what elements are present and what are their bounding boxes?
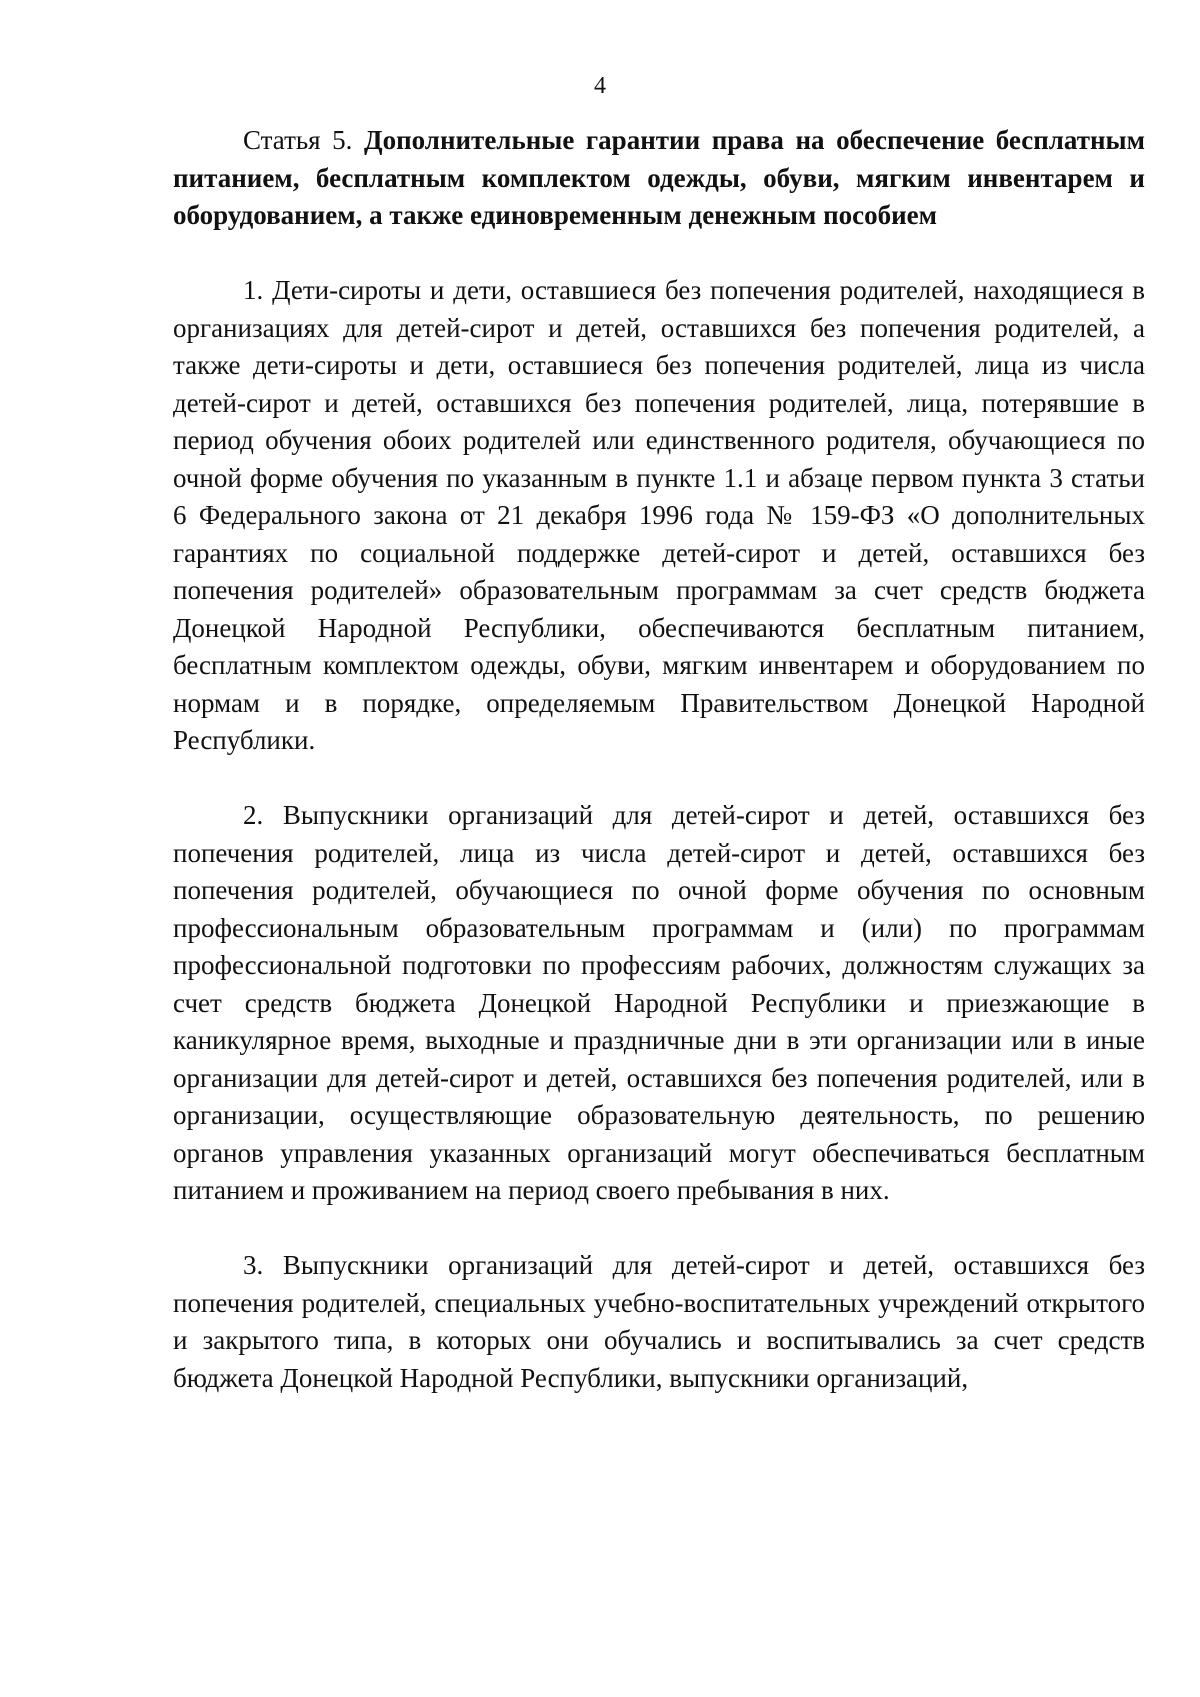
article-title: Дополнительные гарантии права на обеспечение бесплатным питанием, бесплатным комплектом одежды, обуви, мягким инвентарем и оборудованием, а также единовременным денежным пособием [173,125,1146,230]
paragraph-3: 3. Выпускники организаций для детей-сирот и детей, оставшихся без попечения родителей, специальных учебно-воспитательных учреждений открытого и закрытого типа, в которых они обучались и воспитывались за счет средств бюджета Донецкой Народной Республики, выпускники организаций, [173,1250,1145,1393]
paragraph-2: 2. Выпускники организаций для детей-сирот и детей, оставшихся без попечения родителей, лица из числа детей-сирот и детей, оставшихся без попечения родителей, обучающиеся по очной форме обучения по основным профессиональным образовательным программам и (или) по программам профессиональной подготовки по профессиям рабочих, должностям служащих за счет средств бюджета Донецкой Народной Республики и приезжающие в каникулярное время, выходные и праздничные дни в эти организации или в иные организации для детей-сирот и детей, оставшихся без попечения родителей, или в организации, осуществляющие образовательную деятельность, по решению органов управления указанных организаций могут обеспечиваться бесплатным питанием и проживанием на период своего пребывания в них. [173,800,1145,1205]
article-label: Статья 5. [243,125,353,155]
paragraph-1: 1. Дети-сироты и дети, оставшиеся без попечения родителей, находящиеся в организациях для детей-сирот и детей, оставшихся без попечения родителей, а также дети-сироты и дети, оставшиеся без попечения родителей, лица из числа детей-сирот и детей, оставшихся без попечения родителей, лица, потерявшие в период обучения обоих родителей или единственного родителя, обучающиеся по очной форме обучения по указанным в пункте 1.1 и абзаце первом пункта 3 статьи 6 Федерального закона от 21 декабря 1996 года № 159-ФЗ «О дополнительных гарантиях по социальной поддержке детей-сирот и детей, оставшихся без попечения родителей» образовательным программам за счет средств бюджета Донецкой Народной Республики, обеспечиваются бесплатным питанием, бесплатным комплектом одежды, обуви, мягким инвентарем и оборудованием по нормам и в порядке, определяемым Правительством Донецкой Народной Республики. [173,275,1145,755]
article-heading [173,122,1145,235]
document-body [173,122,1145,1397]
page-number: 4 [594,73,606,99]
